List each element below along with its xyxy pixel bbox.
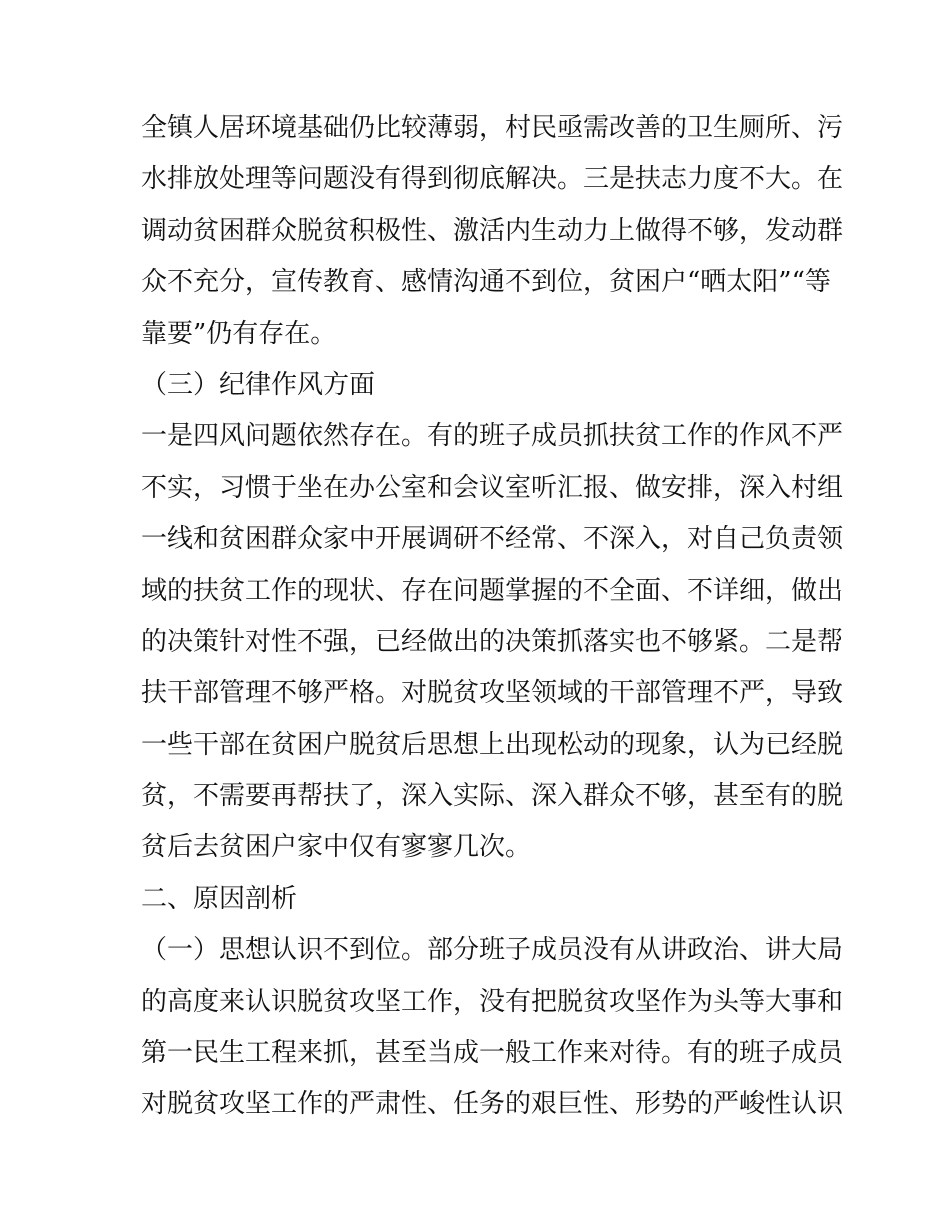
text-line-9: 一线和贫困群众家中开展调研不经常、不深入，对自己负责领 xyxy=(141,524,844,555)
text-line-12: 扶干部管理不够严格。对脱贫攻坚领域的干部管理不严，导致 xyxy=(141,678,844,709)
text-line-17: （一）思想认识不到位。部分班子成员没有从讲政治、讲大局 xyxy=(141,935,844,966)
section-heading-cause-analysis: 二、原因剖析 xyxy=(141,883,298,914)
text-line-11: 的决策针对性不强，已经做出的决策抓落实也不够紧。二是帮 xyxy=(141,626,844,657)
text-line-15: 贫后去贫困户家中仅有寥寥几次。 xyxy=(141,832,532,863)
text-line-20: 对脱贫攻坚工作的严肃性、任务的艰巨性、形势的严峻性认识 xyxy=(141,1089,844,1120)
text-line-14: 贫，不需要再帮扶了，深入实际、深入群众不够，甚至有的脱 xyxy=(141,781,844,812)
text-line-18: 的高度来认识脱贫攻坚工作，没有把脱贫攻坚作为头等大事和 xyxy=(141,986,844,1017)
text-line-19: 第一民生工程来抓，甚至当成一般工作来对待。有的班子成员 xyxy=(141,1038,844,1069)
text-line-10: 域的扶贫工作的现状、存在问题掌握的不全面、不详细，做出 xyxy=(141,575,844,606)
text-line-8: 不实，习惯于坐在办公室和会议室听汇报、做安排，深入村组 xyxy=(141,472,844,503)
text-line-5: 靠要”仍有存在。 xyxy=(141,318,337,349)
document-body xyxy=(141,103,844,1131)
text-line-1: 全镇人居环境基础仍比较薄弱，村民亟需改善的卫生厕所、污 xyxy=(141,113,844,143)
text-line-13: 一些干部在贫困户脱贫后思想上出现松动的现象，认为已经脱 xyxy=(141,729,844,760)
text-line-7: 一是四风问题依然存在。有的班子成员抓扶贫工作的作风不严 xyxy=(141,421,844,452)
section-heading-discipline: （三）纪律作风方面 xyxy=(141,369,376,400)
text-line-2: 水排放处理等问题没有得到彻底解决。三是扶志力度不大。在 xyxy=(141,164,844,195)
text-line-3: 调动贫困群众脱贫积极性、激活内生动力上做得不够，发动群 xyxy=(141,215,844,246)
text-line-4: 众不充分，宣传教育、感情沟通不到位，贫困户“晒太阳”“等 xyxy=(141,267,831,298)
